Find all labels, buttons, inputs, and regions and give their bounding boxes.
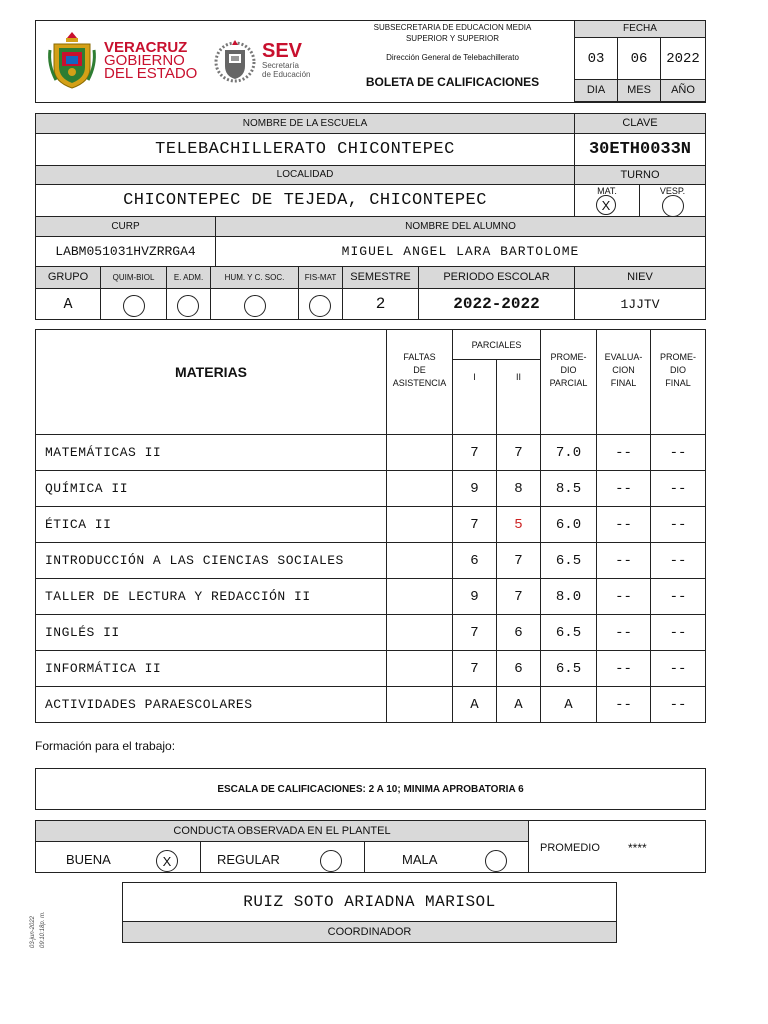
promedio-final-header-cell [650,329,706,435]
faltas-header-cell [386,329,453,435]
e-adm-label: E. ADM. [166,266,211,289]
fecha-label: FECHA [574,20,706,38]
conducta-regular-cell [200,841,365,873]
school-name-label: NOMBRE DE LA ESCUELA [35,113,575,134]
hum-soc-checkbox[interactable] [244,295,266,317]
grade-cell-p1: 7 [452,434,497,471]
promedio-final-line-1: PROME- [660,352,696,362]
grade-cell-name: MATEMÁTICAS II [35,434,387,471]
localidad-label: LOCALIDAD [35,165,575,185]
grade-cell-final: -- [650,614,706,651]
quim-biol-label: QUIM-BIOL [100,266,167,289]
parciales-header-cell [452,329,541,360]
faltas-header-line-2: DE [413,365,426,375]
conducta-mala-label: MALA [402,852,438,867]
logo-text-educacion: de Educación [262,70,311,79]
logo-text-gobierno: GOBIERNO [104,52,185,69]
conducta-regular-checkbox[interactable] [320,850,342,872]
grade-cell-faltas [386,470,453,507]
grade-cell-p1: 7 [452,614,497,651]
evaluacion-final-line-3: FINAL [610,378,637,388]
grade-cell-promedio: 6.0 [540,506,597,543]
grade-cell-p2: 6 [496,650,541,687]
evaluacion-final-header-cell [596,329,651,435]
print-date: 03-jun-2022 [30,915,36,948]
grade-cell-evaluacion: -- [596,434,651,471]
grade-cell-final: -- [650,434,706,471]
school-name: TELEBACHILLERATO CHICONTEPEC [35,133,575,166]
grade-cell-p2: 8 [496,470,541,507]
grade-cell-evaluacion: -- [596,578,651,615]
grade-cell-name: QUÍMICA II [35,470,387,507]
logo-text-veracruz: VERACRUZ [104,39,188,56]
grade-cell-p2: 7 [496,434,541,471]
grade-cell-promedio: A [540,686,597,723]
grade-cell-p1: 9 [452,578,497,615]
date-day: 03 [574,37,618,80]
localidad: CHICONTEPEC DE TEJEDA, CHICONTEPEC [35,184,575,217]
student-name-label: NOMBRE DEL ALUMNO [215,216,706,237]
promedio-final-header [651,351,705,390]
curp: LABM051031HVZRRGA4 [35,236,216,267]
grade-cell-name: INGLÉS II [35,614,387,651]
grade-cell-promedio: 6.5 [540,614,597,651]
fis-mat-cell [298,288,343,320]
promedio-final-line-3: FINAL [665,378,691,388]
formacion-trabajo-label: Formación para el trabajo: [35,739,176,753]
promedio-parcial-line-1: PROME- [550,352,587,362]
grade-cell-p2: 7 [496,578,541,615]
parcial-2-header-cell [496,359,541,435]
document-title: BOLETA DE CALIFICACIONES [365,75,540,89]
periodo-label: PERIODO ESCOLAR [418,266,575,289]
grade-cell-p2: 7 [496,542,541,579]
grupo-label: GRUPO [35,266,101,289]
faltas-header-line-3: ASISTENCIA [392,378,447,388]
parcial-1-header: I [473,372,476,382]
subsecretaria-line-1: SUBSECRETARIA DE EDUCACION MEDIA [373,23,532,32]
periodo-value: 2022-2022 [418,288,575,320]
conducta-buena-checkbox[interactable]: X [156,850,178,872]
hum-soc-cell [210,288,299,320]
promedio-parcial-header-cell [540,329,597,435]
curp-label: CURP [35,216,216,237]
year-label: AÑO [660,79,706,102]
parcial-1-header-cell [452,359,497,435]
grade-cell-faltas [386,578,453,615]
grade-cell-p2: 6 [496,614,541,651]
grade-cell-evaluacion: -- [596,542,651,579]
grade-cell-name: ACTIVIDADES PARAESCOLARES [35,686,387,723]
evaluacion-final-line-2: CION [612,365,635,375]
fis-mat-checkbox[interactable] [309,295,331,317]
sev-seal-logo [213,36,257,84]
grade-cell-p1: 7 [452,650,497,687]
conducta-mala-checkbox[interactable] [485,850,507,872]
grade-cell-p1: 7 [452,506,497,543]
grade-cell-faltas [386,506,453,543]
grade-cell-promedio: 8.0 [540,578,597,615]
materias-header: MATERIAS [174,364,248,380]
grade-cell-promedio: 8.5 [540,470,597,507]
promedio-parcial-header [541,351,596,390]
promedio-cell [528,820,706,873]
mat-label: MAT. [597,186,617,196]
promedio-parcial-line-3: PARCIAL [549,378,588,388]
coordinator-name: RUIZ SOTO ARIADNA MARISOL [122,882,617,922]
grade-cell-final: -- [650,686,706,723]
direction-name: Dirección General de Telebachillerato [386,53,519,62]
niev-label: NIEV [574,266,706,289]
day-label: DIA [574,79,618,102]
quim-biol-checkbox[interactable] [123,295,145,317]
grade-cell-p1: 9 [452,470,497,507]
e-adm-cell [166,288,211,320]
grade-cell-promedio: 6.5 [540,650,597,687]
grade-cell-final: -- [650,470,706,507]
turno-vespertino-cell [639,184,706,217]
grade-cell-p1: 6 [452,542,497,579]
grupo-value: A [35,288,101,320]
logo-text-sev: SEV [262,40,303,62]
semestre-label: SEMESTRE [342,266,419,289]
grade-cell-name: INTRODUCCIÓN A LAS CIENCIAS SOCIALES [35,542,387,579]
quim-biol-cell [100,288,167,320]
logo-text-estado: DEL ESTADO [104,65,198,82]
promedio-final-line-2: DIO [669,365,686,375]
student-name: MIGUEL ANGEL LARA BARTOLOME [215,236,706,267]
school-clave: 30ETH0033N [574,133,706,166]
grade-cell-faltas [386,542,453,579]
conducta-buena-cell [35,841,201,873]
materias-header-cell [35,329,387,435]
escala-calificaciones: ESCALA DE CALIFICACIONES: 2 A 10; MINIMA APROBATORIA 6 [35,768,706,810]
grade-cell-faltas [386,686,453,723]
grade-cell-faltas [386,614,453,651]
date-month: 06 [617,37,661,80]
turno-label: TURNO [574,165,706,185]
promedio-parcial-line-2: DIO [560,365,577,375]
conducta-buena-label: BUENA [66,852,111,867]
grade-cell-evaluacion: -- [596,650,651,687]
conducta-regular-label: REGULAR [217,852,280,867]
grade-cell-final: -- [650,578,706,615]
print-time: 09:10:18p. m. [40,911,46,948]
faltas-header-line-1: FALTAS [403,352,436,362]
grade-cell-promedio: 6.5 [540,542,597,579]
grade-cell-name: INFORMÁTICA II [35,650,387,687]
veracruz-coat-of-arms-logo [46,30,98,90]
date-year: 2022 [660,37,706,80]
hum-soc-label: HUM. Y C. SOC. [210,266,299,289]
grade-cell-final: -- [650,506,706,543]
grade-cell-final: -- [650,650,706,687]
grade-cell-evaluacion: -- [596,470,651,507]
grade-cell-p2: 5 [496,506,541,543]
evaluacion-final-header [597,351,650,390]
parciales-header: PARCIALES [471,340,522,350]
faltas-header [387,351,452,390]
conducta-label: CONDUCTA OBSERVADA EN EL PLANTEL [35,820,529,842]
evaluacion-final-line-1: EVALUA- [604,352,643,362]
niev-value: 1JJTV [574,288,706,320]
promedio-value: **** [628,841,647,855]
grade-cell-evaluacion: -- [596,614,651,651]
clave-label: CLAVE [574,113,706,134]
e-adm-checkbox[interactable] [177,295,199,317]
grade-cell-evaluacion: -- [596,506,651,543]
logo-text-secretaria: Secretaría [262,61,299,70]
conducta-mala-cell [364,841,529,873]
grade-cell-p2: A [496,686,541,723]
grade-cell-faltas [386,650,453,687]
promedio-label: PROMEDIO [540,842,600,854]
grade-cell-promedio: 7.0 [540,434,597,471]
turno-vespertino-checkbox[interactable] [662,195,684,217]
parcial-2-header: II [515,372,521,382]
semestre-value: 2 [342,288,419,320]
coordinator-title: COORDINADOR [122,921,617,943]
vesp-label: VESP. [659,186,686,196]
grade-cell-final: -- [650,542,706,579]
fis-mat-label: FIS-MAT [298,266,343,289]
month-label: MES [617,79,661,102]
turno-matutino-checkbox[interactable]: X [596,195,616,215]
grade-cell-name: TALLER DE LECTURA Y REDACCIÓN II [35,578,387,615]
grade-cell-evaluacion: -- [596,686,651,723]
subsecretaria-line-2: SUPERIOR Y SUPERIOR [405,34,500,43]
grade-cell-name: ÉTICA II [35,506,387,543]
turno-matutino-cell [574,184,640,217]
grade-cell-p1: A [452,686,497,723]
grade-cell-faltas [386,434,453,471]
